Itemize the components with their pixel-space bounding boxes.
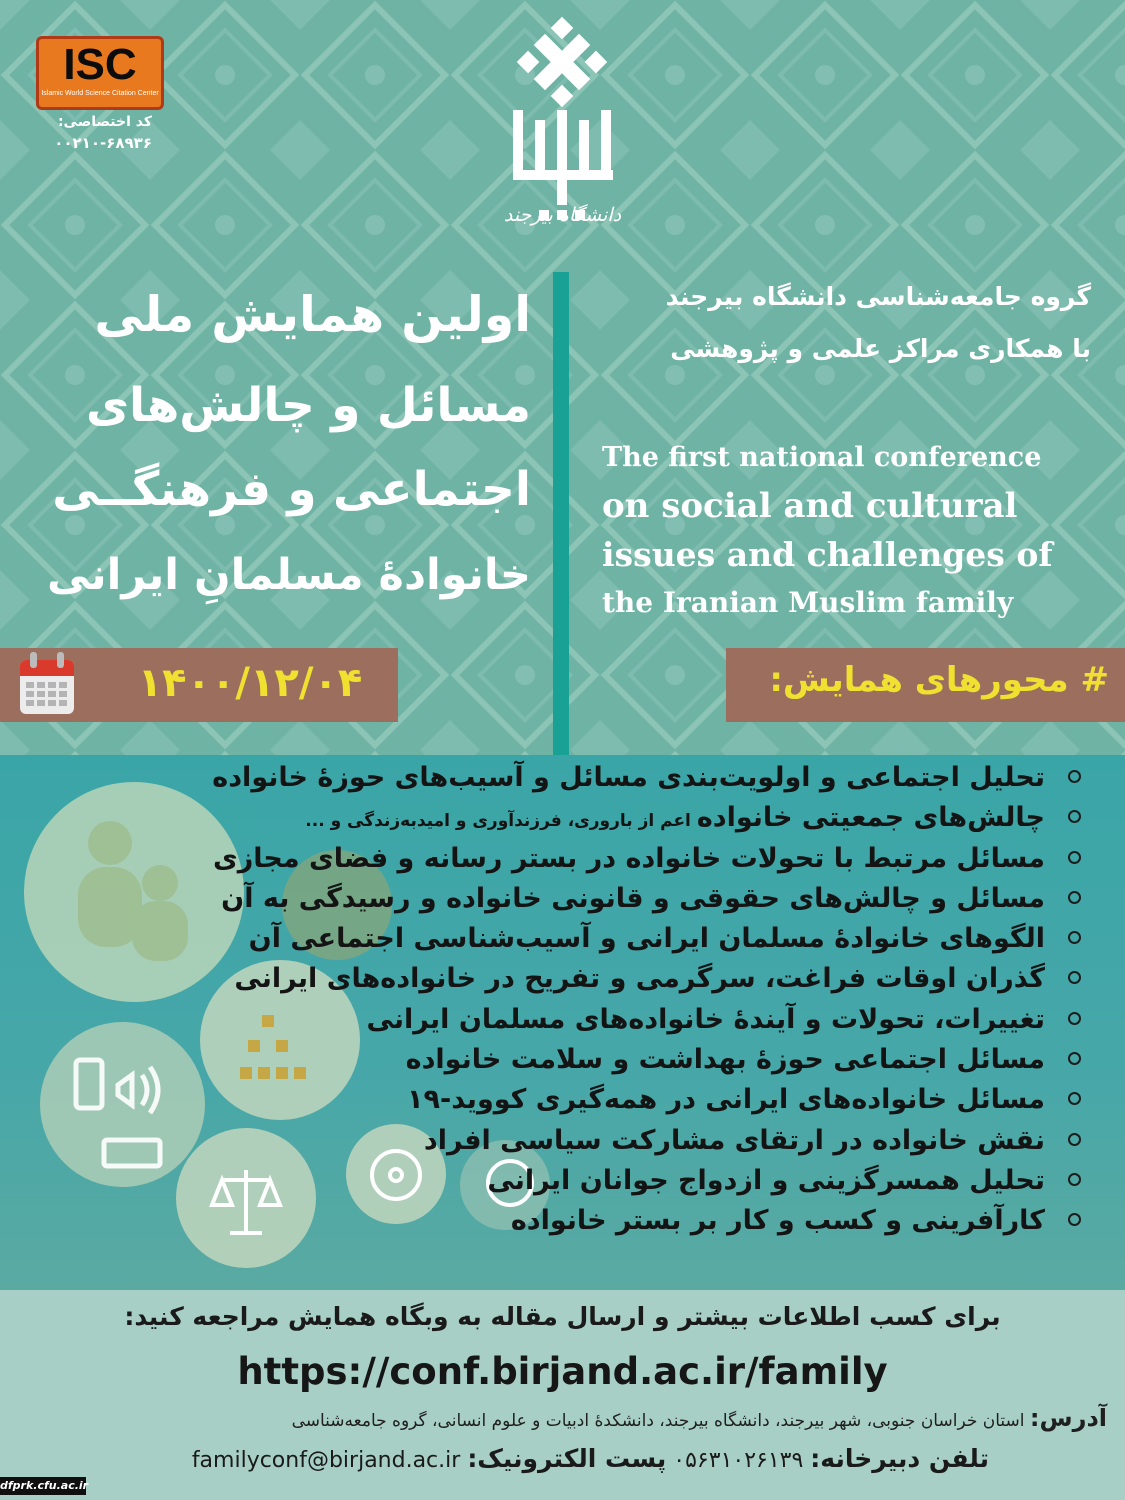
bullet-icon	[1068, 891, 1081, 904]
english-title-line-3: issues and challenges of	[602, 535, 1053, 574]
list-item	[212, 839, 1083, 879]
bullet-icon	[1068, 1213, 1081, 1226]
persian-title-line-4: خانوادۀ مسلمانِ ایرانی	[46, 550, 531, 600]
topic-text: مسائل اجتماعی حوزۀ بهداشت و سلامت خانواده	[405, 1044, 1045, 1076]
phone-label: تلفن دبیرخانه:	[810, 1444, 989, 1473]
topic-text: تحلیل همسرگزینی و ازدواج جوانان ایرانی	[487, 1164, 1045, 1196]
topics-list	[212, 758, 1083, 1242]
conference-url-link[interactable]: https://conf.birjand.ac.ir/family	[237, 1350, 888, 1393]
organizer-line-1: گروه جامعه‌شناسی دانشگاه بیرجند	[665, 282, 1091, 311]
list-item	[223, 959, 1083, 999]
list-item	[223, 879, 1083, 919]
contact-line	[192, 1444, 989, 1473]
bullet-icon	[1068, 1012, 1081, 1025]
english-title-line-2: on social and cultural	[602, 486, 1018, 526]
topic-text: چالش‌های جمعیتی خانواده	[696, 802, 1045, 834]
topic-text: مسائل مرتبط با تحولات خانواده در بستر رسانه و فضای مجازی	[212, 842, 1045, 874]
list-item	[223, 1161, 1083, 1201]
bullet-icon	[1068, 851, 1081, 864]
bullet-icon	[1068, 810, 1081, 823]
bullet-icon	[1068, 931, 1081, 944]
conference-date: ۱۴۰۰/۱۲/۰۴	[137, 660, 363, 706]
persian-title-line-2: مسائل و چالش‌های	[85, 378, 531, 433]
email-link[interactable]: familyconf@birjand.ac.ir	[191, 1448, 468, 1473]
list-item	[223, 919, 1083, 959]
topic-text: تغییرات، تحولات و آیندۀ خانواده‌های مسلمان ایرانی	[366, 1003, 1045, 1035]
topic-text: مسائل و چالش‌های حقوقی و قانونی خانواده و رسیدگی به آن	[221, 882, 1045, 914]
isc-logo: ISC	[63, 40, 137, 89]
university-name: دانشگاه بیرجند	[503, 204, 622, 226]
list-item	[223, 1000, 1083, 1040]
list-item	[223, 1201, 1083, 1241]
bullet-icon	[1068, 1052, 1081, 1065]
english-title-line-1: The first national conference	[602, 442, 1042, 473]
topic-note: اعم از باروری، فرزندآوری و امیدبه‌زندگی و ...	[305, 811, 697, 832]
email-label: پست الکترونیک:	[467, 1444, 667, 1473]
topic-text: نقش خانواده در ارتقای مشارکت سیاسی افراد	[423, 1124, 1045, 1156]
list-item	[223, 798, 1083, 838]
bullet-icon	[1068, 971, 1081, 984]
address	[292, 1404, 1107, 1432]
vertical-divider	[553, 272, 569, 787]
english-title-line-4: the Iranian Muslim family	[602, 586, 1014, 619]
list-item	[223, 1121, 1083, 1161]
topic-text: گذران اوقات فراغت، سرگرمی و تفریح در خانواده‌های ایرانی	[234, 963, 1045, 995]
isc-subtitle: Islamic World Science Citation Center	[41, 90, 159, 97]
calendar-icon	[18, 650, 76, 716]
info-text: برای کسب اطلاعات بیشتر و ارسال مقاله به وبگاه همایش مراجعه کنید:	[124, 1302, 1001, 1331]
topic-text: تحلیل اجتماعی و اولویت‌بندی مسائل و آسیب‌های حوزۀ خانواده	[212, 762, 1045, 793]
site-watermark: dfprk.cfu.ac.ir	[0, 1477, 86, 1495]
list-item	[223, 1040, 1083, 1080]
topic-text: مسائل خانواده‌های ایرانی در همه‌گیری کووید-۱۹	[407, 1084, 1045, 1116]
organizer-line-2: با همکاری مراکز علمی و پژوهشی	[670, 334, 1091, 363]
persian-title-line-3: اجتماعی و فرهنگــی	[52, 462, 531, 517]
topic-text: کارآفرینی و کسب و کار بر بستر خانواده	[510, 1205, 1045, 1237]
list-item	[212, 758, 1083, 798]
isc-badge	[36, 36, 164, 110]
bullet-icon	[1068, 770, 1081, 783]
phone-number: ۰۵۶۳۱۰۲۶۱۳۹	[666, 1448, 811, 1473]
persian-title-line-1: اولین همایش ملی	[94, 286, 531, 343]
list-item	[223, 1080, 1083, 1120]
address-text: استان خراسان جنوبی، شهر بیرجند، دانشگاه بیرجند، دانشکدۀ ادبیات و علوم انسانی، گروه جامعه‌شناسی	[291, 1411, 1030, 1431]
address-label: آدرس:	[1029, 1404, 1107, 1432]
bullet-icon	[1068, 1133, 1081, 1146]
axes-heading: # محورهای همایش:	[769, 660, 1109, 700]
bullet-icon	[1068, 1092, 1081, 1105]
topic-text: الگوهای خانوادۀ مسلمان ایرانی و آسیب‌شناسی اجتماعی آن	[248, 923, 1045, 955]
bullet-icon	[1068, 1173, 1081, 1186]
isc-code-label: کد اختصاصی:	[57, 114, 152, 130]
isc-code: ۰۰۲۱۰-۶۸۹۳۶	[54, 134, 152, 152]
